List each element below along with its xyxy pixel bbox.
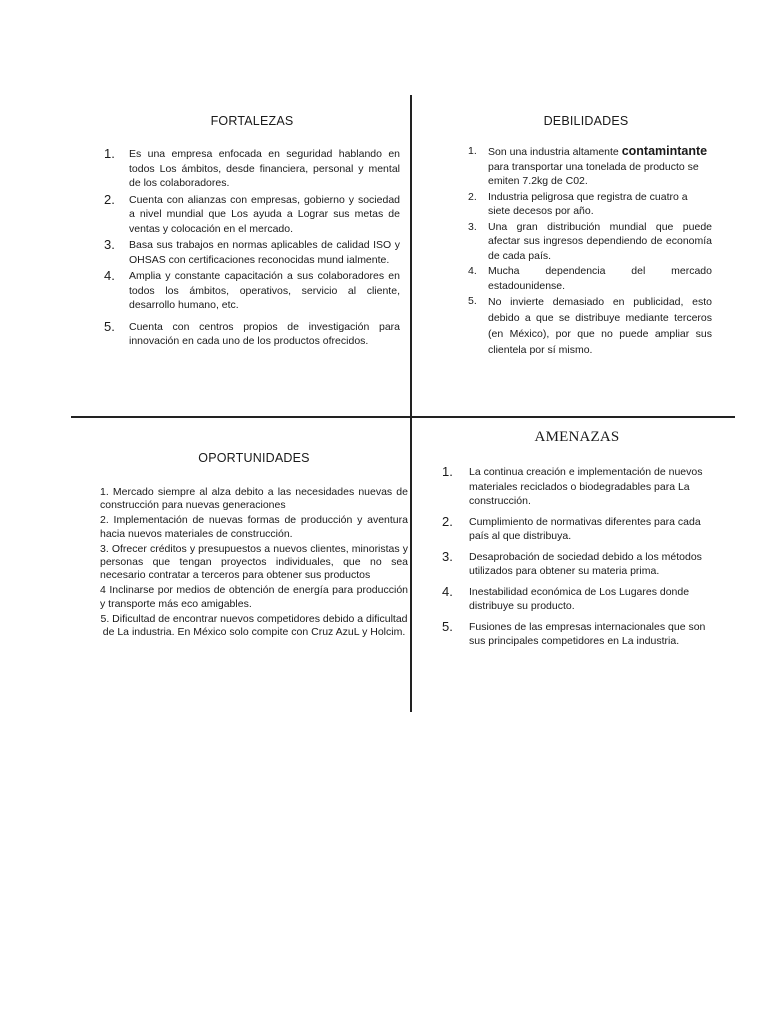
item-text: Mucha dependencia del mercado estadounidense. <box>488 265 712 292</box>
item-text: Inestabilidad económica de Los Lugares donde distribuye su producto. <box>469 585 690 612</box>
list-item <box>104 269 400 313</box>
list-item <box>442 620 712 649</box>
item-number: 1. <box>104 146 115 161</box>
item-text: Desaprobación de sociedad debido a los métodos utilizados para obtener su materia prima. <box>469 550 702 577</box>
list-item <box>104 238 400 267</box>
item-text: Basa sus trabajos en normas aplicables de calidad ISO y OHSAS con certificaciones reconocidas mund ialmente. <box>129 239 400 266</box>
list-item <box>100 584 408 610</box>
list-item <box>442 550 712 579</box>
list-item <box>442 585 712 614</box>
item-text: 5. Dificultad de encontrar nuevos competidores debido a dificultad de La industria. En México solo compite con Cruz AzuL y Holcim. <box>100 612 408 639</box>
item-text: Fusiones de las empresas internacionales que son sus principales competidores en La industria. <box>469 620 706 647</box>
fortalezas-title: FORTALEZAS <box>210 114 294 128</box>
item-number: 5. <box>442 618 453 634</box>
item-text-part: para transportar una tonelada de producto se emiten 7.2kg de C02. <box>488 160 699 187</box>
item-number: 3. <box>104 237 115 252</box>
item-text: Cuenta con centros propios de investigación para innovación en cada uno de los productos ofrecidos. <box>129 320 400 347</box>
list-item <box>442 515 712 544</box>
list-item <box>104 147 400 191</box>
emphasized-word: contamintante <box>621 144 708 158</box>
item-text <box>488 144 712 189</box>
list-item <box>100 486 408 512</box>
item-number: 3. <box>442 548 453 564</box>
item-text: Amplia y constante capacitación a sus colaboradores en todos los ámbitos, operativos, servicio al cliente, desarrollo humano, etc. <box>129 270 400 311</box>
item-number: 5. <box>104 318 115 334</box>
amenazas-quadrant <box>442 420 712 655</box>
item-number: 4. <box>104 268 115 283</box>
item-text: Industria peligrosa que registra de cuatro a siete decesos por año. <box>488 190 688 217</box>
debilidades-title: DEBILIDADES <box>543 114 629 128</box>
list-item <box>460 294 712 358</box>
fortalezas-quadrant <box>104 96 400 351</box>
item-text: 4 Inclinarse por medios de obtención de energía para producción y transporte más eco amigables. <box>100 584 408 610</box>
item-text: Cuenta con alianzas con empresas, gobierno y sociedad a nivel mundial que Los ayuda a Lograr sus metas de ventas y colocación en el mercado. <box>129 193 400 235</box>
item-number: 1. <box>468 145 477 157</box>
item-text: Cumplimiento de normativas diferentes para cada país al que distribuya. <box>469 515 701 542</box>
item-text: Una gran distribución mundial que puede afectar sus ingresos dependiendo de economía de cada país. <box>488 220 712 262</box>
list-item <box>460 190 712 219</box>
item-number: 2. <box>104 191 115 207</box>
list-item <box>460 264 712 293</box>
oportunidades-title: OPORTUNIDADES <box>198 451 310 465</box>
item-number: 2. <box>442 513 453 529</box>
item-text: No invierte demasiado en publicidad, esto debido a que se distribuye mediante terceros (en México), por que no puede ampliar sus clientela por sí mismo. <box>488 296 712 356</box>
list-item <box>442 465 712 509</box>
list-item <box>460 144 712 189</box>
list-item <box>100 514 408 540</box>
list-item <box>100 543 408 583</box>
vertical-divider <box>410 95 412 712</box>
list-item <box>104 193 400 237</box>
item-text: 2. Implementación de nuevas formas de producción y aventura hacia nuevos materiales de construcción. <box>100 514 408 540</box>
item-number: 4. <box>468 265 477 277</box>
horizontal-divider <box>71 416 735 418</box>
item-text: La continua creación e implementación de nuevos materiales reciclados o biodegradables para La construcción. <box>469 466 703 507</box>
item-number: 1. <box>442 464 453 479</box>
item-text: 3. Ofrecer créditos y presupuestos a nuevos clientes, minoristas y personas que tengan proyectos individuales, que no sea necesario contratar a terceros para obtener sus productos <box>100 542 408 582</box>
item-text: Es una empresa enfocada en seguridad hablando en todos Los ámbitos, desde financiera, personal y mental de los colaboradores. <box>129 148 400 189</box>
list-item <box>460 220 712 264</box>
item-text: 1. Mercado siempre al alza debito a las necesidades nuevas de construcción para nuevas generaciones <box>100 486 408 512</box>
item-text-part: Son una industria altamente <box>488 146 619 158</box>
item-number: 4. <box>442 583 453 599</box>
list-item <box>104 320 400 349</box>
list-item <box>100 613 408 639</box>
item-number: 5. <box>468 295 477 307</box>
amenazas-title: AMENAZAS <box>534 429 620 445</box>
oportunidades-quadrant <box>100 420 408 641</box>
debilidades-quadrant <box>460 96 712 359</box>
item-number: 2. <box>468 190 477 203</box>
item-number: 3. <box>468 220 477 233</box>
